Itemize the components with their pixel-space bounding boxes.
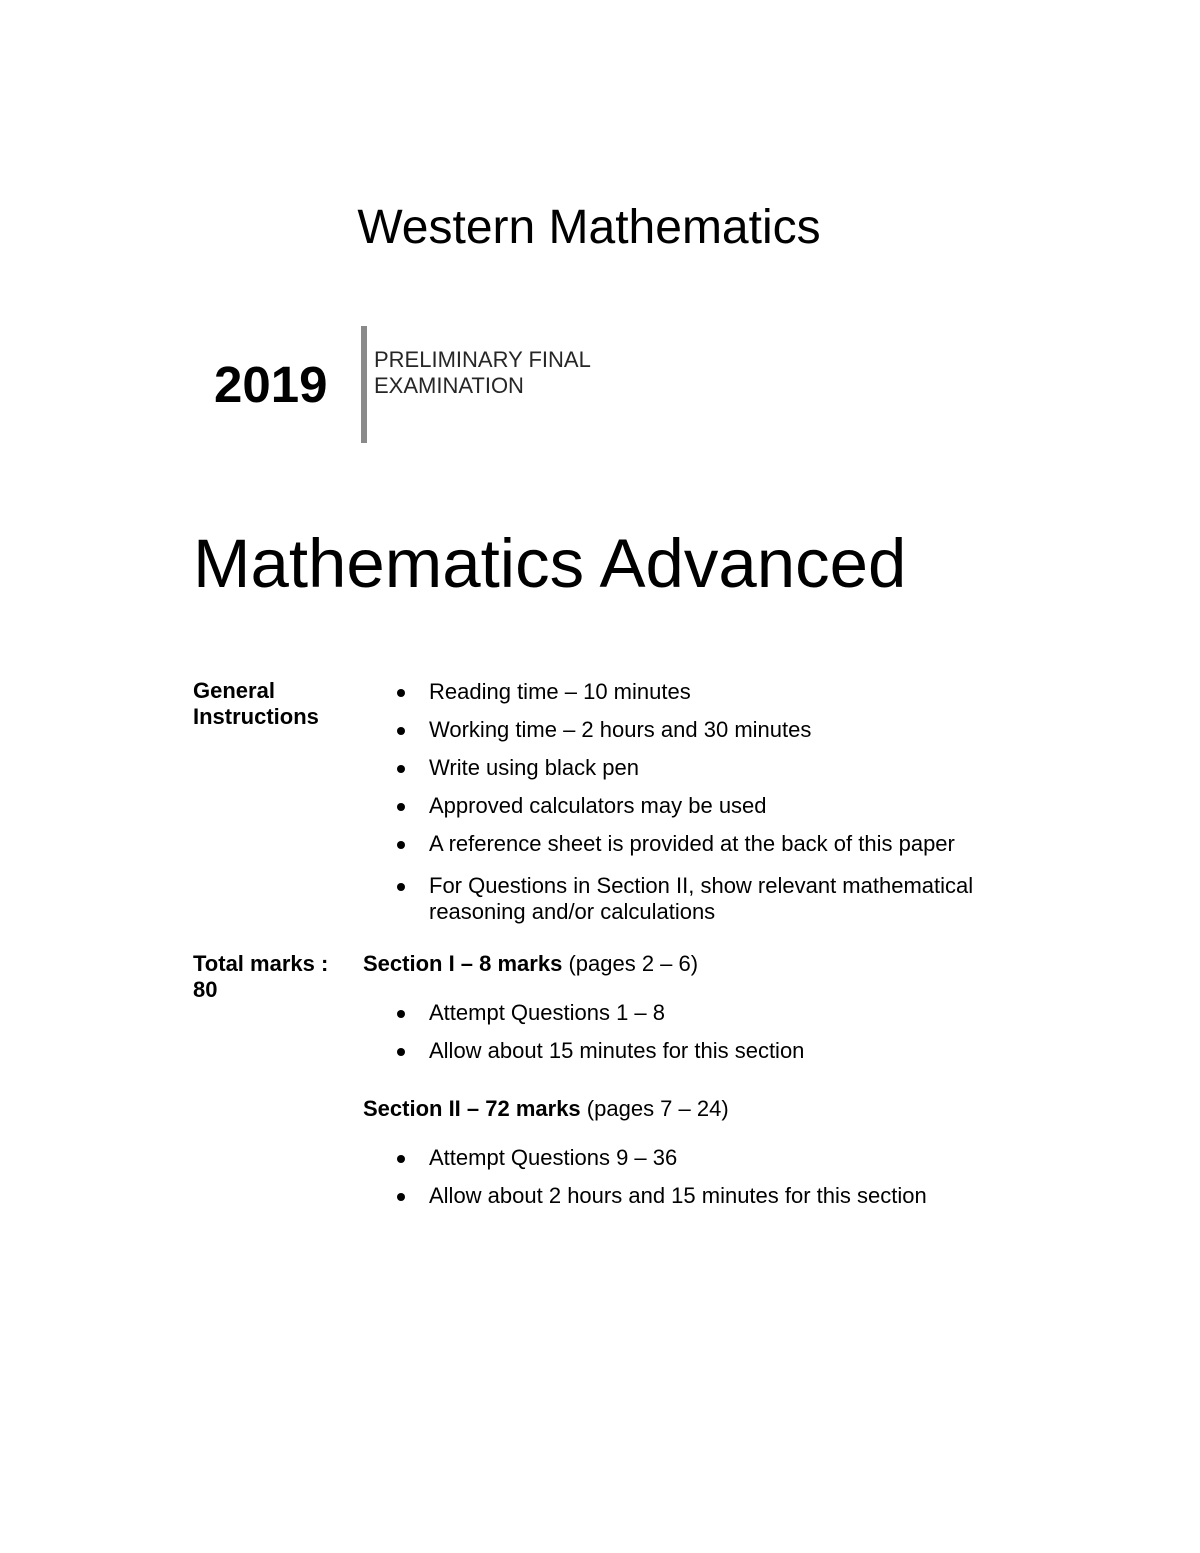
- list-item-text: Attempt Questions 1 – 8: [429, 1000, 666, 1025]
- subject-title: Mathematics Advanced: [193, 525, 907, 602]
- list-item-text: Approved calculators may be used: [429, 793, 767, 818]
- list-item-text: Allow about 15 minutes for this section: [429, 1038, 805, 1063]
- general-instructions-label-line-1: General: [193, 678, 275, 703]
- section-1-heading: [363, 951, 698, 977]
- section-2-title: Section II – 72 marks: [363, 1096, 581, 1121]
- section-1-title: Section I – 8 marks: [363, 951, 563, 976]
- list-item-text: Allow about 2 hours and 15 minutes for this section: [429, 1183, 927, 1208]
- bullet-icon: [397, 765, 405, 773]
- list-item: [394, 1183, 927, 1209]
- list-item-text: A reference sheet is provided at the back of this paper: [429, 831, 955, 856]
- list-item-text-continued: reasoning and/or calculations: [429, 899, 716, 924]
- section-2-heading: [363, 1096, 729, 1122]
- list-item: [394, 873, 973, 925]
- section-2-pages: (pages 7 – 24): [586, 1096, 729, 1121]
- bullet-icon: [397, 1010, 405, 1018]
- exam-type: [374, 347, 591, 399]
- total-marks-label-line-1: Total marks :: [193, 951, 329, 976]
- list-item-text: For Questions in Section II, show relevant mathematical: [429, 873, 974, 898]
- total-marks-label: [193, 951, 328, 1003]
- list-item: [394, 717, 973, 743]
- school-name: Western Mathematics: [357, 201, 821, 254]
- bullet-icon: [397, 803, 405, 811]
- list-item: [394, 831, 973, 857]
- list-item: [394, 1038, 804, 1064]
- year-divider: [361, 326, 367, 443]
- list-item: [394, 679, 973, 705]
- bullet-icon: [397, 1155, 405, 1163]
- list-item-text: Working time – 2 hours and 30 minutes: [429, 717, 812, 742]
- list-item: [394, 793, 973, 819]
- bullet-icon: [397, 1193, 405, 1201]
- list-item-text: Attempt Questions 9 – 36: [429, 1145, 678, 1170]
- general-instructions-list: [394, 679, 973, 925]
- bullet-icon: [397, 883, 405, 891]
- bullet-icon: [397, 727, 405, 735]
- exam-year: 2019: [214, 356, 328, 413]
- list-item: [394, 1145, 927, 1171]
- general-instructions-label-line-2: Instructions: [193, 704, 319, 729]
- section-1-list: [394, 1000, 804, 1064]
- bullet-icon: [397, 1048, 405, 1056]
- list-item-text: Write using black pen: [429, 755, 639, 780]
- exam-type-line-2: EXAMINATION: [374, 373, 524, 398]
- exam-type-line-1: PRELIMINARY FINAL: [374, 347, 591, 372]
- general-instructions-label: [193, 678, 319, 730]
- bullet-icon: [397, 841, 405, 849]
- bullet-icon: [397, 689, 405, 697]
- list-item: [394, 755, 973, 781]
- list-item: [394, 1000, 804, 1026]
- list-item-text: Reading time – 10 minutes: [429, 679, 691, 704]
- section-1-pages: (pages 2 – 6): [568, 951, 699, 976]
- total-marks-value: 80: [193, 977, 218, 1002]
- section-2-list: [394, 1145, 927, 1209]
